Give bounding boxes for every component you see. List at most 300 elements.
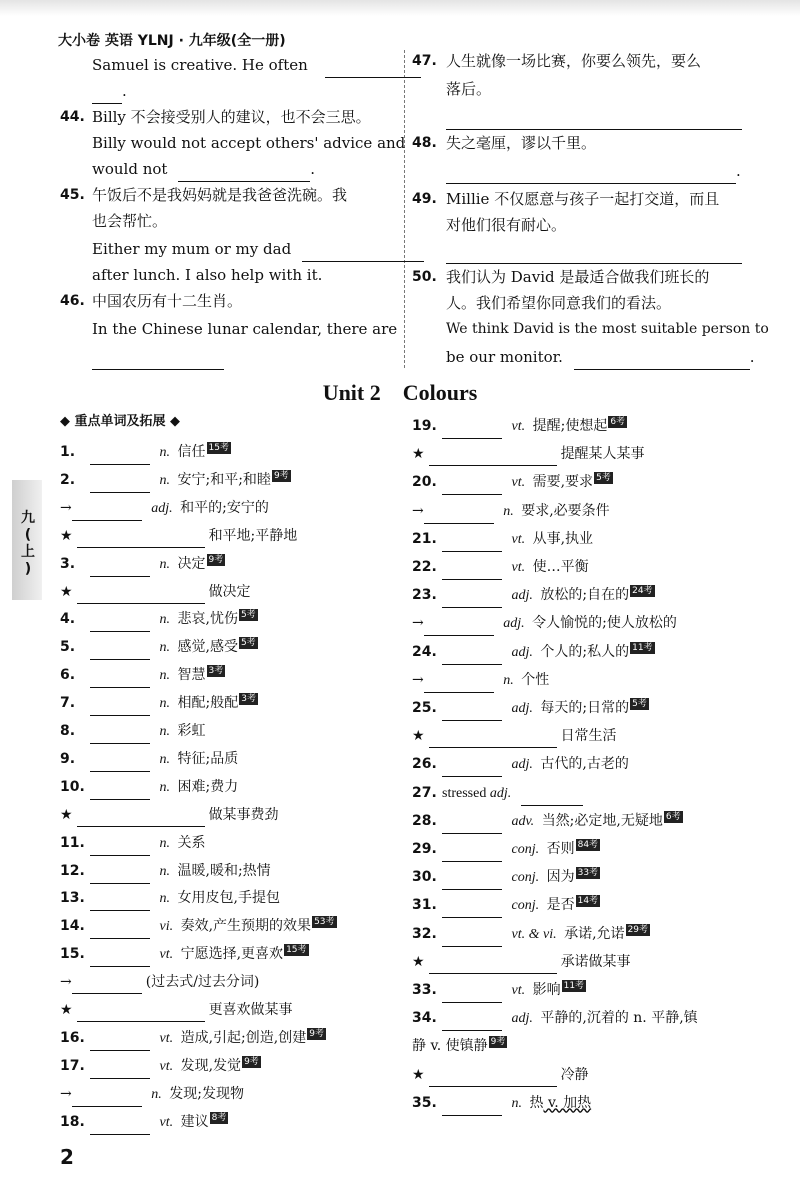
exam-frequency-badge: 14考	[577, 896, 599, 907]
answer-blank[interactable]	[424, 674, 494, 693]
item-number: 15.	[60, 946, 85, 963]
q47-chinese-2: 落后。	[446, 80, 492, 98]
chinese-meaning: 否则	[546, 841, 575, 857]
q43-period: .	[122, 82, 127, 100]
q50-text: be our monitor.	[446, 348, 563, 366]
star-icon: ★	[412, 1066, 425, 1083]
chinese-meaning: 造成,引起;创造,创建	[180, 1029, 307, 1046]
answer-blank[interactable]	[90, 1116, 150, 1135]
answer-blank[interactable]	[442, 843, 502, 862]
word-row	[60, 859, 271, 884]
chinese-meaning: 安宁;和平;和睦	[177, 471, 271, 488]
answer-blank[interactable]	[429, 1068, 557, 1087]
word-row	[60, 970, 259, 994]
answer-blank[interactable]	[442, 815, 502, 834]
answer-blank[interactable]	[90, 669, 150, 688]
word-row	[60, 1082, 244, 1107]
item-word: stressed	[442, 785, 490, 801]
chinese-meaning: 相配;般配	[177, 695, 239, 712]
part-of-speech: vt.	[508, 419, 529, 434]
answer-blank[interactable]	[442, 928, 502, 947]
item-number: 21.	[412, 530, 437, 547]
word-row	[60, 496, 269, 521]
chinese-meaning: 个性	[521, 671, 550, 688]
word-row	[60, 719, 206, 744]
q44-text: would not	[92, 160, 168, 178]
star-icon: ★	[412, 953, 425, 970]
answer-blank[interactable]	[77, 529, 205, 548]
part-of-speech: conj.	[508, 898, 543, 914]
q45-blank[interactable]	[302, 243, 424, 262]
answer-blank[interactable]	[90, 892, 150, 911]
q48-chinese: 失之毫厘，谬以千里。	[446, 134, 597, 152]
q46-blank[interactable]	[92, 351, 224, 370]
exam-frequency-badge: 11考	[563, 981, 585, 991]
word-row	[412, 837, 600, 862]
word-row	[412, 611, 677, 636]
word-row	[412, 640, 655, 665]
part-of-speech: n.	[156, 891, 174, 907]
q49-number: 49.	[412, 191, 437, 207]
sidebar-char-2: (	[24, 527, 32, 543]
q44-chinese: Billy 不会接受别人的建议，也不会三思。	[92, 108, 371, 126]
item-number: 2.	[60, 471, 76, 488]
star-icon: ★	[412, 728, 425, 745]
answer-blank[interactable]	[424, 617, 494, 636]
chinese-meaning: 困难;费力	[177, 778, 239, 795]
q43-blank[interactable]	[325, 59, 421, 78]
word-row	[60, 1110, 228, 1135]
item-number: 4.	[60, 611, 76, 628]
answer-blank[interactable]	[90, 725, 150, 744]
star-icon: ★	[60, 1002, 73, 1018]
word-row	[412, 442, 645, 466]
star-icon: ★	[412, 446, 425, 463]
answer-blank[interactable]	[77, 808, 205, 827]
part-of-speech: n.	[156, 472, 174, 488]
q50-chinese-2: 人。我们希望你同意我们的看法。	[446, 294, 672, 312]
exam-frequency-badge: 9考	[309, 1028, 324, 1039]
chinese-meaning: 从事,执业	[532, 530, 594, 547]
part-of-speech: n.	[156, 863, 174, 879]
item-number: 24.	[412, 643, 437, 660]
chinese-meaning: 是否	[546, 897, 575, 914]
chinese-meaning: 令人愉悦的;使人放松的	[532, 615, 677, 632]
word-row	[60, 607, 258, 632]
q45-chinese-2: 也会帮忙。	[92, 212, 168, 230]
chinese-meaning: 关系	[177, 834, 206, 851]
part-of-speech: vt.	[156, 947, 177, 963]
chinese-meaning: 和平的;安宁的	[180, 499, 269, 516]
item-number: 18.	[60, 1113, 85, 1130]
q49-chinese-2: 对他们很有耐心。	[446, 216, 567, 234]
word-row	[60, 468, 291, 493]
chinese-meaning: 彩虹	[177, 723, 206, 739]
q43-english	[92, 52, 421, 78]
item-number: 3.	[60, 555, 76, 572]
q44-english-2	[92, 156, 315, 182]
chinese-meaning: 影响	[532, 982, 561, 998]
item-number: 20.	[412, 474, 437, 491]
part-of-speech: vt.	[508, 475, 529, 491]
part-of-speech: adv.	[508, 813, 538, 829]
exam-frequency-badge: 15考	[286, 945, 307, 956]
answer-blank[interactable]	[90, 474, 150, 493]
answer-blank[interactable]	[72, 975, 142, 994]
answer-blank[interactable]	[442, 420, 502, 439]
arrow-icon: →	[412, 671, 424, 688]
part-of-speech: vt.	[508, 983, 529, 998]
word-row	[60, 440, 231, 465]
chinese-meaning: 做某事费劲	[208, 806, 279, 823]
part-of-speech: vt. & vi.	[508, 926, 561, 942]
chinese-meaning: 奏效,产生预期的效果	[180, 918, 312, 935]
answer-blank[interactable]	[442, 984, 502, 1003]
exam-frequency-badge: 53考	[314, 917, 335, 928]
answer-blank[interactable]	[90, 837, 150, 856]
answer-blank[interactable]	[442, 702, 502, 721]
answer-blank[interactable]	[90, 558, 150, 577]
chinese-meaning: 温暖,暖和;热情	[177, 862, 271, 879]
part-of-speech: n.	[499, 672, 518, 688]
chinese-meaning: 个人的;私人的	[540, 643, 630, 660]
exam-frequency-badge: 9考	[273, 470, 289, 481]
answer-blank[interactable]	[90, 865, 150, 884]
scan-shadow	[0, 0, 800, 16]
answer-blank[interactable]	[90, 641, 150, 660]
q44-blank[interactable]	[178, 163, 310, 182]
q45-english-1	[92, 236, 424, 262]
exam-frequency-badge: 9考	[208, 554, 224, 565]
word-row	[412, 1063, 589, 1087]
exam-frequency-badge: 5考	[240, 610, 256, 621]
chinese-meaning: 热	[529, 1094, 544, 1111]
exam-frequency-badge: 8考	[211, 1112, 227, 1123]
q45-number: 45.	[60, 187, 85, 203]
arrow-icon: →	[60, 1085, 72, 1102]
q50-blank[interactable]	[574, 351, 750, 370]
answer-blank[interactable]	[424, 505, 494, 524]
answer-blank[interactable]	[72, 502, 142, 521]
star-icon: ★	[60, 527, 73, 544]
answer-blank[interactable]	[442, 533, 502, 552]
word-row	[412, 781, 583, 806]
word-row	[60, 886, 280, 911]
q50-english-1: We think David is the most suitable person to	[446, 321, 769, 337]
q44-period: .	[310, 160, 315, 178]
word-row	[412, 1006, 698, 1031]
answer-blank[interactable]	[90, 697, 150, 716]
answer-blank[interactable]	[429, 447, 557, 466]
q46-answer-line	[92, 344, 224, 370]
word-row	[412, 668, 549, 693]
answer-blank[interactable]	[442, 871, 502, 890]
word-row	[60, 635, 258, 660]
exam-frequency-badge: 3考	[208, 666, 224, 677]
part-of-speech: n.	[499, 503, 518, 519]
word-row	[60, 552, 225, 577]
word-row	[412, 922, 650, 947]
answer-blank[interactable]	[90, 920, 150, 939]
chinese-meaning: 决定	[177, 555, 206, 572]
word-row	[60, 831, 206, 856]
exam-frequency-badge: 9考	[244, 1056, 259, 1067]
answer-blank[interactable]	[442, 589, 502, 608]
exam-frequency-badge: 84考	[577, 840, 599, 850]
item-number: 30.	[412, 869, 437, 886]
part-of-speech: vt.	[508, 531, 529, 547]
q47-answer-line	[446, 104, 742, 130]
word-row	[60, 747, 238, 772]
q43-text: Samuel is creative. He often	[92, 56, 308, 74]
exam-frequency-badge: 29考	[627, 924, 649, 935]
word-row	[412, 978, 586, 1003]
answer-blank[interactable]	[90, 948, 150, 967]
word-row	[412, 752, 629, 777]
chinese-meaning: 宁愿选择,更喜欢	[180, 946, 284, 963]
answer-blank[interactable]	[77, 1003, 205, 1022]
answer-blank[interactable]	[90, 1060, 150, 1079]
q46-number: 46.	[60, 293, 85, 309]
chinese-meaning: 古代的,古老的	[540, 756, 629, 773]
chinese-meaning: 每天的;日常的	[540, 700, 630, 716]
answer-blank[interactable]	[90, 753, 150, 772]
exam-frequency-badge: 5考	[632, 699, 647, 709]
part-of-speech: adj.	[508, 1011, 537, 1027]
chinese-meaning: 需要,要求	[532, 474, 594, 491]
part-of-speech: conj.	[508, 870, 543, 886]
arrow-icon: →	[412, 502, 424, 519]
item-number: 5.	[60, 639, 76, 656]
answer-blank[interactable]	[442, 1012, 502, 1031]
word-row	[60, 663, 225, 688]
exam-frequency-badge: 15考	[208, 443, 229, 453]
sidebar-char-1: 九	[21, 510, 35, 526]
q48-answer-line	[446, 158, 741, 184]
exam-frequency-badge: 33考	[577, 868, 599, 879]
answer-blank[interactable]	[442, 1097, 502, 1116]
q50-period: .	[749, 348, 755, 366]
item-number: 1.	[60, 444, 76, 460]
part-of-speech: adj.	[499, 616, 529, 632]
word-row	[412, 527, 593, 552]
chinese-meaning: 因为	[546, 869, 575, 886]
q45-chinese-1: 午饭后不是我妈妈就是我爸爸洗碗。我	[92, 186, 348, 204]
word-row	[60, 998, 293, 1022]
item-number: 13.	[60, 890, 85, 907]
q45-english-2: after lunch. I also help with it.	[92, 266, 323, 284]
item-number: 7.	[60, 695, 76, 712]
arrow-icon: →	[60, 974, 72, 991]
chinese-meaning: 承诺,允诺	[564, 925, 625, 942]
chinese-meaning: 悲哀,忧伤	[177, 611, 238, 628]
column-divider	[404, 50, 405, 368]
sidebar-char-4: )	[24, 561, 32, 577]
item-number: 29.	[412, 841, 437, 857]
part-of-speech: n.	[156, 835, 174, 851]
exam-frequency-badge: 6考	[610, 417, 626, 427]
part-of-speech: adj.	[508, 588, 537, 604]
q48-blank[interactable]	[446, 165, 736, 184]
q43-blank-2[interactable]	[92, 85, 122, 104]
item-number: 14.	[60, 918, 85, 935]
chinese-meaning: 信任	[177, 444, 206, 460]
answer-blank[interactable]	[442, 561, 502, 580]
chinese-meaning: 承诺做某事	[560, 953, 631, 970]
item-number: 16.	[60, 1029, 85, 1046]
q47-number: 47.	[412, 53, 437, 69]
part-of-speech: n.	[156, 779, 174, 795]
word-row	[412, 950, 631, 974]
exam-frequency-badge: 9考	[490, 1037, 506, 1048]
answer-blank[interactable]	[90, 781, 150, 800]
wavy-underlined-text: v. 加热	[543, 1094, 592, 1111]
part-of-speech: vt.	[508, 560, 529, 575]
word-row	[60, 1026, 326, 1051]
word-row	[412, 414, 627, 439]
unit-label: Unit 2	[322, 380, 381, 405]
chinese-meaning: 建议	[180, 1113, 209, 1130]
arrow-icon: →	[60, 499, 72, 516]
part-of-speech: vi.	[156, 919, 177, 935]
chinese-meaning: 当然;必定地,无疑地	[541, 812, 663, 829]
part-of-speech: vt.	[156, 1058, 177, 1074]
q49-chinese-1: Millie 不仅愿意与孩子一起打交道，而且	[446, 190, 720, 208]
word-row	[60, 942, 309, 967]
word-row	[60, 1054, 261, 1079]
word-row	[60, 691, 258, 716]
part-of-speech: n.	[156, 445, 174, 460]
section-label: ◆ 重点单词及拓展 ◆	[60, 414, 181, 429]
item-number: 28.	[412, 812, 437, 829]
word-row	[412, 1091, 591, 1116]
item-number: 12.	[60, 862, 85, 879]
answer-blank[interactable]	[90, 446, 150, 465]
answer-blank[interactable]	[442, 758, 502, 777]
part-of-speech: n.	[156, 612, 174, 628]
part-of-speech: adj.	[489, 785, 515, 801]
exam-frequency-badge: 5考	[596, 473, 611, 484]
item-number: 6.	[60, 667, 76, 684]
chinese-meaning: 提醒;使想起	[532, 418, 608, 434]
q46-chinese: 中国农历有十二生肖。	[92, 292, 243, 310]
answer-blank[interactable]	[77, 585, 205, 604]
chinese-meaning: 要求,必要条件	[521, 502, 610, 519]
q45-text: Either my mum or my dad	[92, 240, 292, 258]
word-row	[60, 914, 337, 939]
word-row	[412, 724, 617, 748]
exam-frequency-badge: 3考	[241, 694, 256, 705]
answer-blank[interactable]	[429, 729, 557, 748]
q44-english-1: Billy would not accept others' advice and	[92, 134, 406, 152]
answer-blank[interactable]	[90, 1032, 150, 1051]
part-of-speech: n.	[156, 696, 174, 712]
item-number: 26.	[412, 756, 437, 773]
part-of-speech: adj.	[147, 500, 177, 516]
q47-blank[interactable]	[446, 111, 742, 130]
answer-blank[interactable]	[442, 646, 502, 665]
item-number: 25.	[412, 700, 437, 716]
part-of-speech: n.	[147, 1086, 166, 1102]
part-of-speech: conj.	[508, 842, 543, 857]
star-icon: ★	[60, 806, 73, 823]
chinese-meaning: 女用皮包,手提包	[177, 890, 280, 907]
answer-blank[interactable]	[521, 787, 583, 806]
item-number: 31.	[412, 897, 437, 914]
q49-answer-line	[446, 238, 742, 264]
answer-blank[interactable]	[72, 1088, 142, 1107]
chinese-meaning: 智慧	[177, 667, 206, 684]
answer-blank[interactable]	[90, 613, 150, 632]
part-of-speech: n.	[156, 668, 174, 684]
part-of-speech: n.	[156, 724, 174, 739]
chinese-meaning: 做决定	[208, 583, 251, 600]
word-row	[412, 499, 610, 524]
arrow-icon: →	[412, 615, 424, 632]
exam-frequency-badge: 24考	[632, 586, 653, 597]
chinese-meaning: 冷静	[560, 1066, 589, 1083]
answer-blank[interactable]	[429, 955, 557, 974]
word-row	[60, 524, 297, 548]
part-of-speech: vt.	[156, 1030, 177, 1046]
part-of-speech: vt.	[156, 1114, 177, 1130]
chinese-meaning: 和平地;平静地	[208, 527, 298, 544]
chinese-meaning: 放松的;自在的	[540, 587, 630, 604]
item-number: 32.	[412, 925, 437, 942]
item-number: 23.	[412, 587, 437, 604]
q50-number: 50.	[412, 269, 437, 285]
q44-number: 44.	[60, 109, 85, 125]
part-of-speech: n.	[156, 751, 174, 767]
item-number: 34.	[412, 1010, 437, 1027]
chinese-meaning: 感觉,感受	[177, 639, 238, 656]
chinese-meaning: 更喜欢做某事	[208, 1002, 293, 1018]
item-number: 33.	[412, 982, 437, 998]
q49-blank[interactable]	[446, 245, 742, 264]
word-row	[412, 583, 655, 608]
star-icon: ★	[60, 583, 73, 600]
word-row	[60, 580, 251, 604]
item-number: 8.	[60, 723, 76, 739]
answer-blank[interactable]	[442, 899, 502, 918]
page-number: 2	[60, 1145, 74, 1169]
item-number: 22.	[412, 559, 437, 575]
q48-period: .	[736, 162, 741, 180]
item-number: 19.	[412, 418, 437, 434]
word-row	[412, 696, 649, 721]
grade-sidebar-text	[18, 510, 38, 578]
answer-blank[interactable]	[442, 476, 502, 495]
chinese-meaning: 提醒某人某事	[560, 446, 645, 463]
part-of-speech: adj.	[508, 757, 537, 773]
word-row	[60, 803, 279, 827]
part-of-speech: adj.	[508, 701, 537, 716]
chinese-meaning: 发现,发觉	[180, 1057, 242, 1074]
part-of-speech: n.	[508, 1095, 526, 1111]
chinese-meaning: 特征;品质	[177, 750, 239, 767]
exam-frequency-badge: 5考	[240, 638, 256, 649]
item-number: 10.	[60, 778, 85, 795]
q48-number: 48.	[412, 135, 437, 151]
word-row	[412, 470, 613, 495]
chinese-meaning: (过去式/过去分词)	[145, 974, 260, 991]
q47-chinese-1: 人生就像一场比赛，你要么领先，要么	[446, 52, 702, 70]
exam-frequency-badge: 6考	[665, 811, 681, 822]
item-number: 17.	[60, 1057, 85, 1074]
part-of-speech: n.	[156, 556, 174, 572]
chinese-meaning: 使…平衡	[532, 559, 589, 575]
q50-english-2	[446, 344, 755, 370]
